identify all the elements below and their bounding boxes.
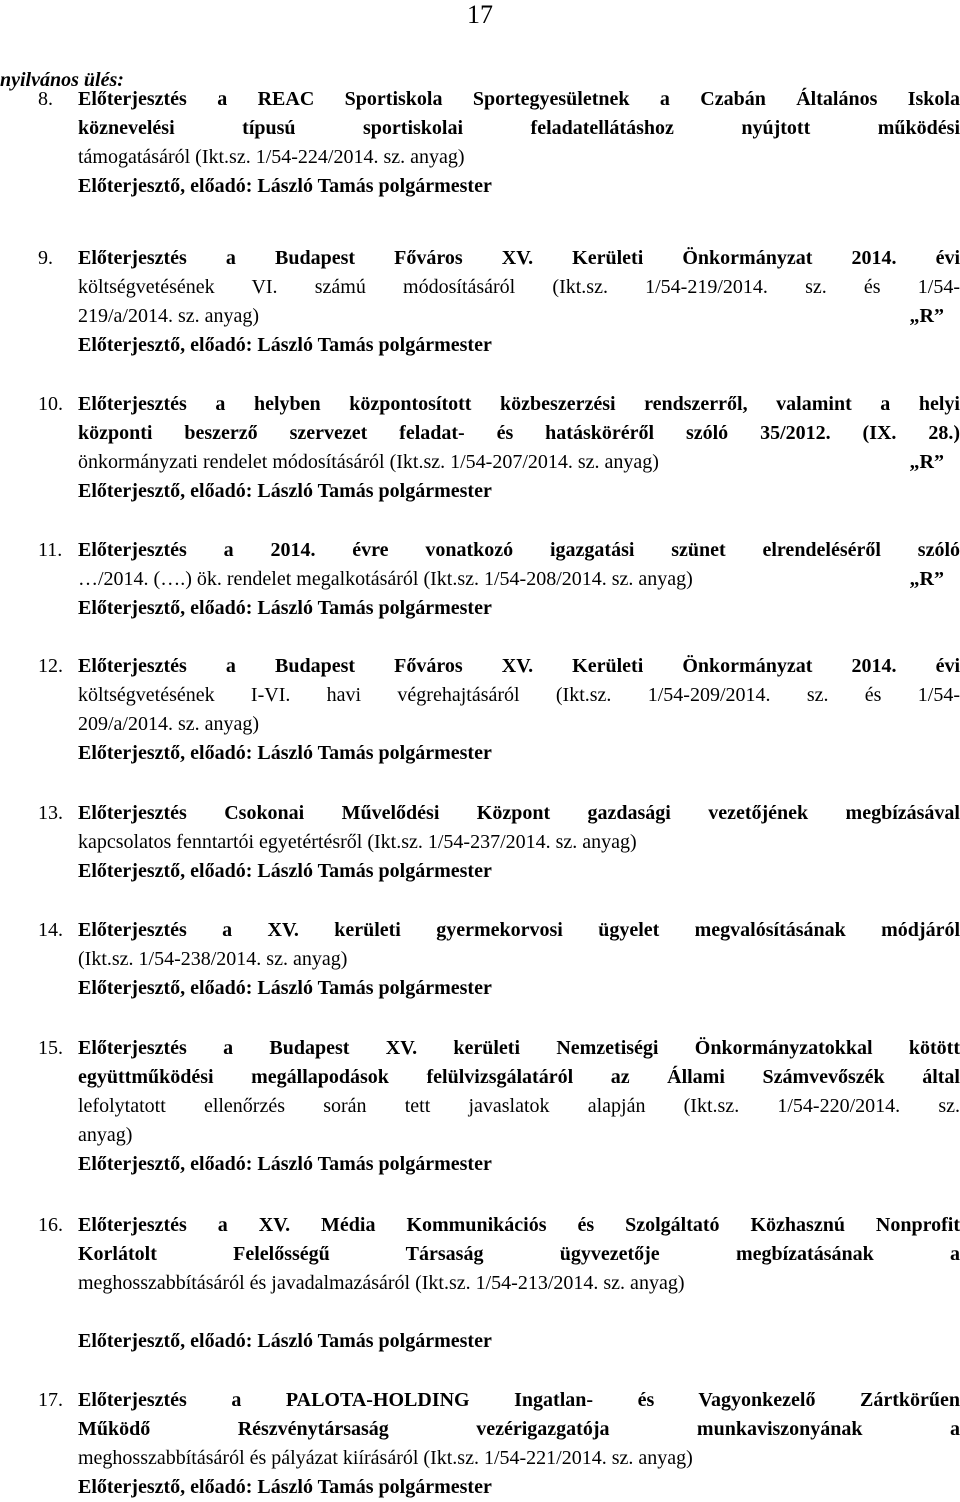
section-label: nyilvános ülés: [0, 69, 124, 91]
item-line: költségvetésének VI. számú módosításáról (Ikt.sz. 1/54-219/2014. sz. és 1/54- [78, 276, 960, 298]
item-line: kapcsolatos fenntartói egyetértésről (Ikt.sz. 1/54-237/2014. sz. anyag) [78, 831, 637, 853]
presenter-line: Előterjesztő, előadó: László Tamás polgármester [78, 334, 492, 356]
item-line: lefolytatott ellenőrzés során tett javaslatok alapján (Ikt.sz. 1/54-220/2014. sz. [78, 1095, 960, 1117]
item-number: 14. [38, 919, 63, 941]
item-line-with-mark [78, 302, 960, 331]
item-line: Előterjesztés a PALOTA-HOLDING Ingatlan- és Vagyonkezelő Zártkörűen [78, 1389, 960, 1411]
item-line: 209/a/2014. sz. anyag) [78, 713, 260, 735]
item-number: 17. [38, 1389, 63, 1411]
presenter-line: Előterjesztő, előadó: László Tamás polgármester [78, 742, 492, 764]
item-line: meghosszabbításáról és pályázat kiírásáról (Ikt.sz. 1/54-221/2014. sz. anyag) [78, 1447, 693, 1469]
r-mark: „R” [909, 568, 944, 590]
item-line: Működő Részvénytársaság vezérigazgatója munkaviszonyának a [78, 1418, 960, 1440]
blank-line [78, 1298, 960, 1327]
item-line: központi beszerző szervezet feladat- és hatásköréről szóló 35/2012. (IX. 28.) [78, 422, 960, 444]
presenter-line: Előterjesztő, előadó: László Tamás polgármester [78, 1153, 492, 1175]
page-number: 17 [467, 0, 493, 29]
item-number: 9. [38, 247, 53, 269]
item-number: 13. [38, 802, 63, 824]
item-line: meghosszabbításáról és javadalmazásáról (Ikt.sz. 1/54-213/2014. sz. anyag) [78, 1272, 685, 1294]
item-line-with-mark [78, 448, 960, 477]
item-line: Előterjesztés a helyben központosított közbeszerzési rendszerről, valamint a helyi [78, 393, 960, 415]
presenter-line: Előterjesztő, előadó: László Tamás polgármester [78, 175, 492, 197]
item-line: támogatásáról (Ikt.sz. 1/54-224/2014. sz. anyag) [78, 146, 465, 168]
presenter-line: Előterjesztő, előadó: László Tamás polgármester [78, 1476, 492, 1498]
item-line: Előterjesztés a Budapest Főváros XV. Kerületi Önkormányzat 2014. évi [78, 247, 960, 269]
item-number: 12. [38, 655, 63, 677]
r-mark: „R” [909, 451, 944, 473]
item-line: együttműködési megállapodások felülvizsgálatáról az Állami Számvevőszék által [78, 1066, 960, 1088]
item-line: Korlátolt Felelősségű Társaság ügyvezetője megbízatásának a [78, 1243, 960, 1265]
item-number: 8. [38, 88, 53, 110]
item-line: Előterjesztés a REAC Sportiskola Sportegyesületnek a Czabán Általános Iskola [78, 88, 960, 110]
item-line: Előterjesztés a XV. Média Kommunikációs és Szolgáltató Közhasznú Nonprofit [78, 1214, 960, 1236]
item-line: önkormányzati rendelet módosításáról (Ikt.sz. 1/54-207/2014. sz. anyag) [78, 451, 659, 473]
item-number: 15. [38, 1037, 63, 1059]
item-line-with-mark [78, 565, 960, 594]
item-line: …/2014. (….) ök. rendelet megalkotásáról (Ikt.sz. 1/54-208/2014. sz. anyag) [78, 568, 693, 590]
item-number: 10. [38, 393, 63, 415]
item-line: (Ikt.sz. 1/54-238/2014. sz. anyag) [78, 948, 348, 970]
item-number: 11. [38, 539, 63, 561]
presenter-line: Előterjesztő, előadó: László Tamás polgármester [78, 480, 492, 502]
presenter-line: Előterjesztő, előadó: László Tamás polgármester [78, 860, 492, 882]
presenter-line: Előterjesztő, előadó: László Tamás polgármester [78, 977, 492, 999]
item-line: Előterjesztés a Budapest XV. kerületi Nemzetiségi Önkormányzatokkal kötött [78, 1037, 960, 1059]
r-mark: „R” [909, 305, 944, 327]
item-line: Előterjesztés a Budapest Főváros XV. Kerületi Önkormányzat 2014. évi [78, 655, 960, 677]
item-line: Előterjesztés a XV. kerületi gyermekorvosi ügyelet megvalósításának módjáról [78, 919, 960, 941]
item-line: köznevelési típusú sportiskolai feladatellátáshoz nyújtott működési [78, 117, 960, 139]
item-line: költségvetésének I-VI. havi végrehajtásáról (Ikt.sz. 1/54-209/2014. sz. és 1/54- [78, 684, 960, 706]
presenter-line: Előterjesztő, előadó: László Tamás polgármester [78, 597, 492, 619]
presenter-line: Előterjesztő, előadó: László Tamás polgármester [78, 1330, 492, 1352]
item-line: Előterjesztés Csokonai Művelődési Központ gazdasági vezetőjének megbízásával [78, 802, 960, 824]
item-number: 16. [38, 1214, 63, 1236]
item-line: Előterjesztés a 2014. évre vonatkozó igazgatási szünet elrendeléséről szóló [78, 539, 960, 561]
item-line: 219/a/2014. sz. anyag) [78, 305, 260, 327]
item-line: anyag) [78, 1124, 133, 1146]
